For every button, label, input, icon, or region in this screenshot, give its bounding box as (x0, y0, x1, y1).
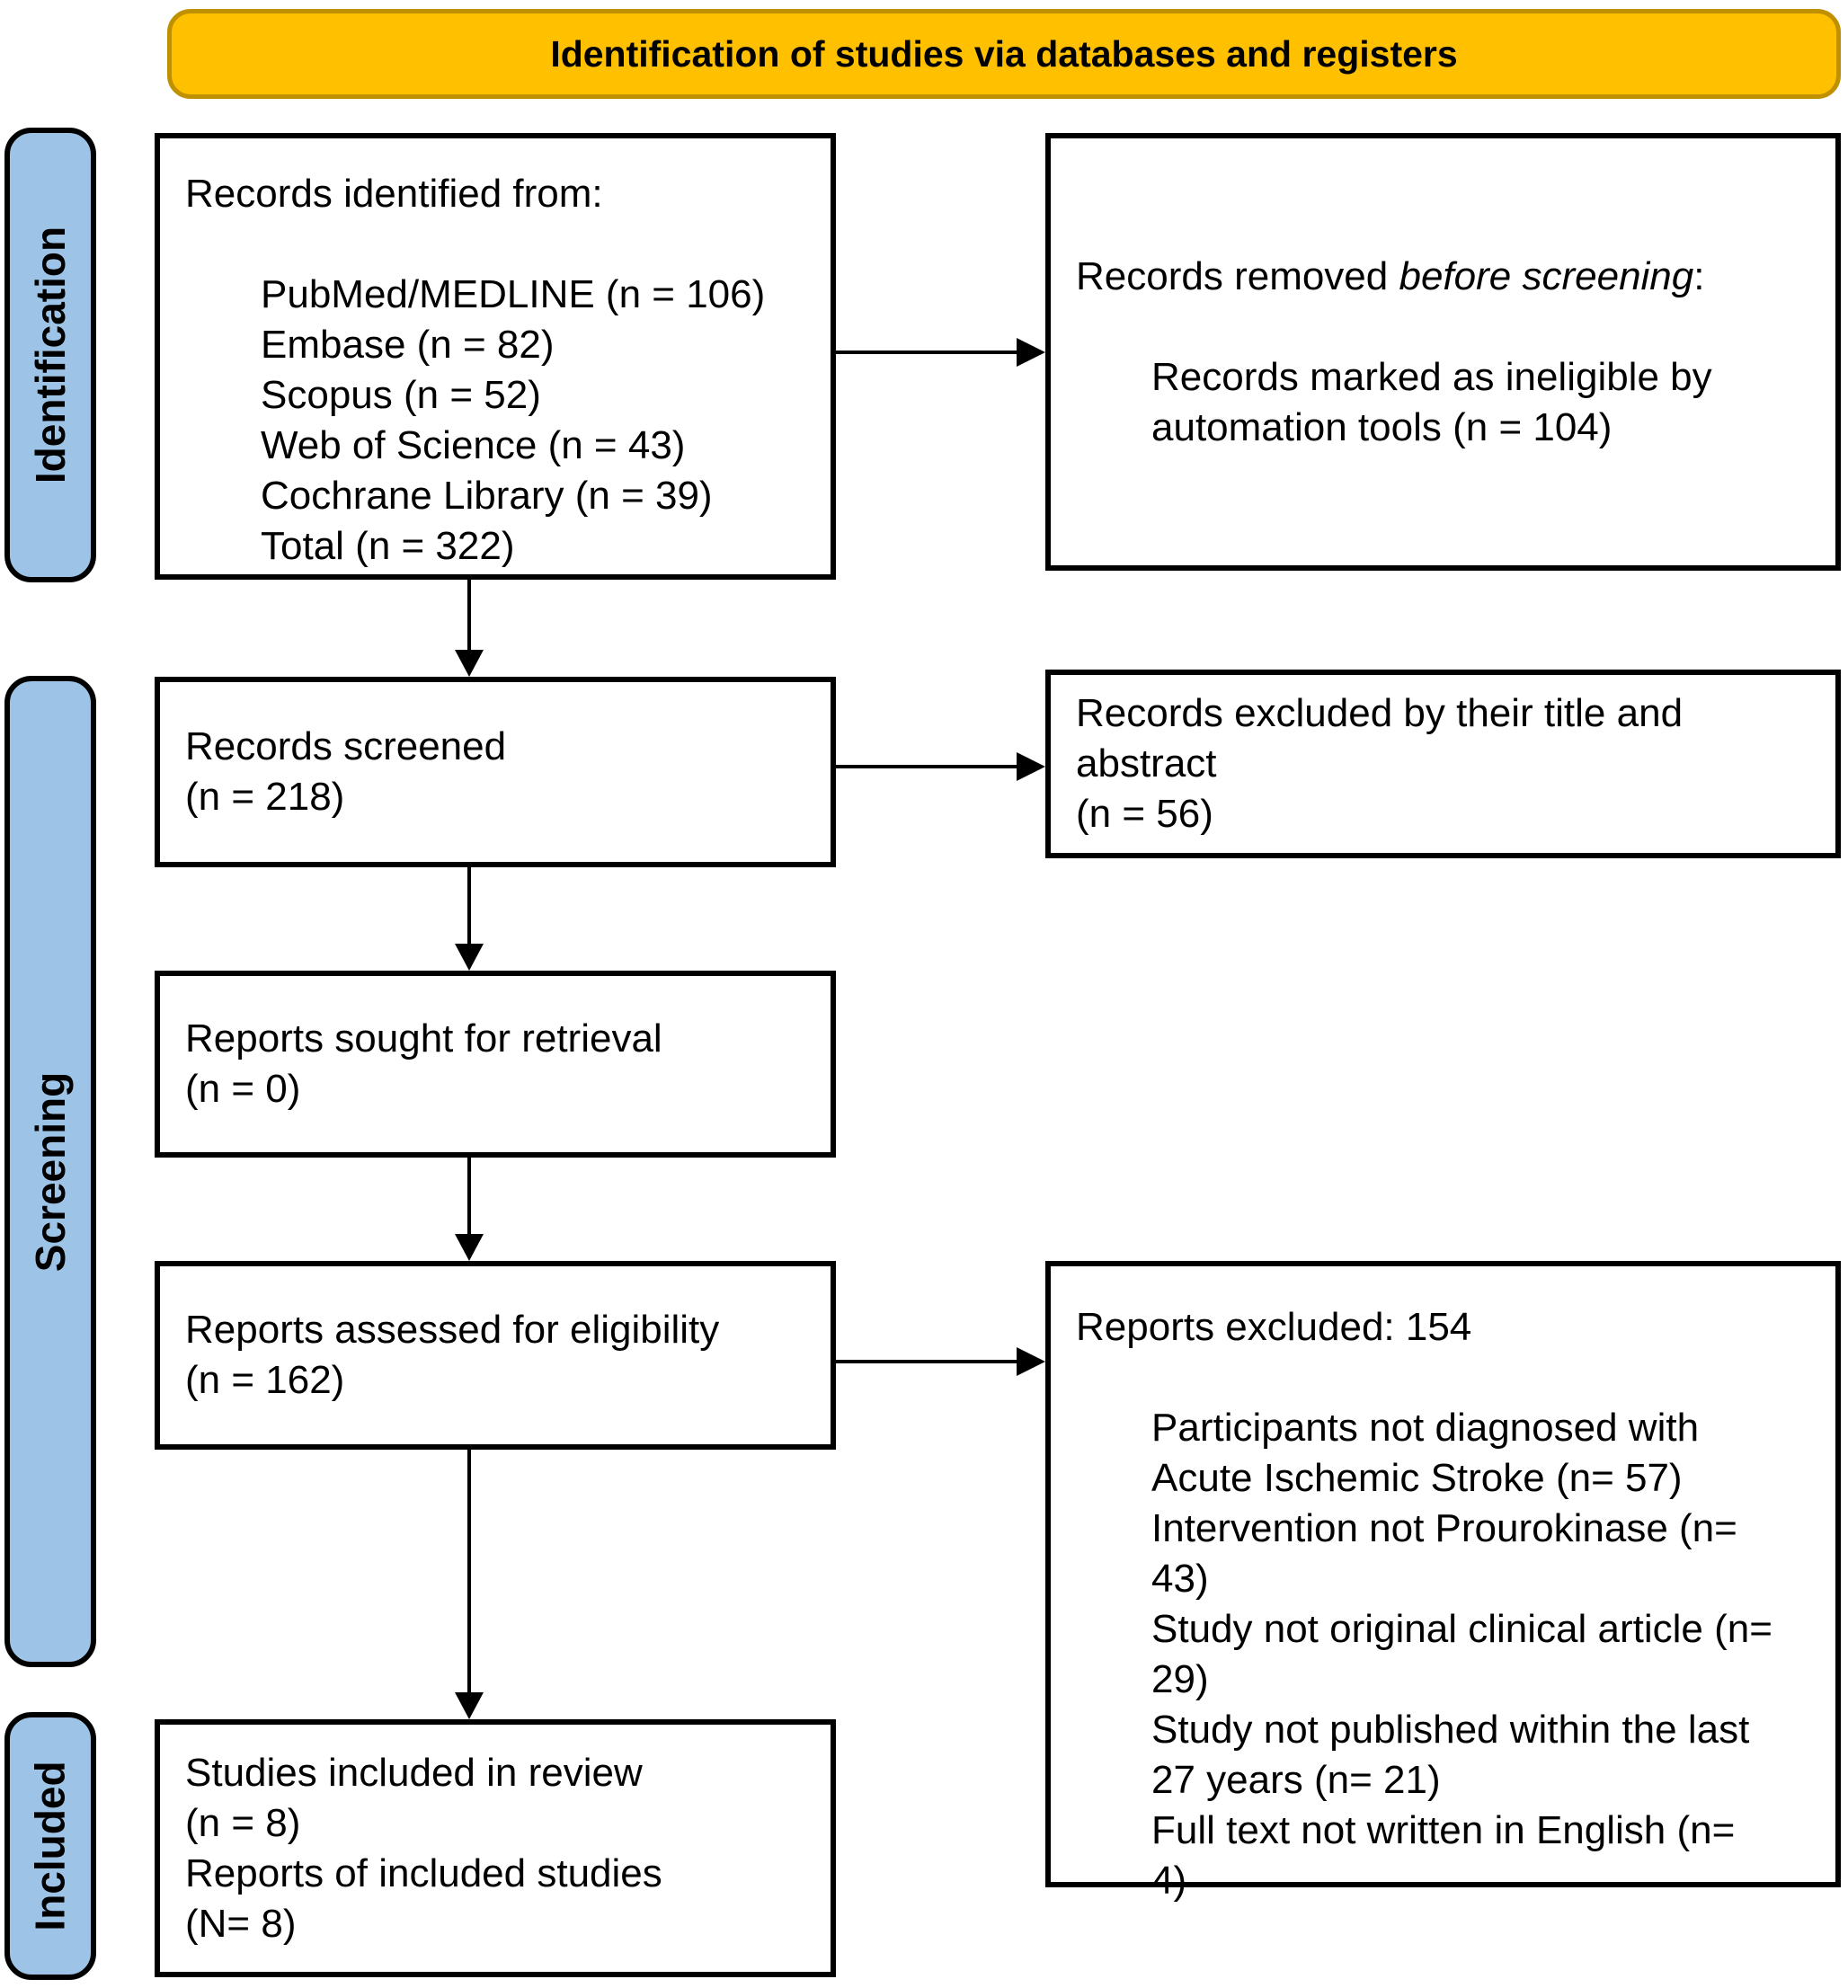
blank-line (1076, 1353, 1817, 1403)
stage-label-identification: Identification (27, 226, 75, 484)
excluded-reason-language: Full text not written in English (n= 4) (1151, 1808, 1736, 1903)
records-removed-intro-emphasis: before screening (1399, 253, 1694, 298)
source-cochrane: Cochrane Library (n = 39) (261, 474, 713, 518)
arrowhead-screened-to-sought (455, 944, 484, 971)
records-screened-count: (n = 218) (185, 775, 345, 819)
records-removed-intro-prefix: Records removed (1076, 253, 1399, 298)
arrow-line-identified-to-removed (836, 351, 1018, 354)
arrowhead-assessed-to-included (455, 1692, 484, 1719)
arrowhead-identified-to-removed (1017, 338, 1045, 367)
removed-reason-automation: Records marked as ineligible by automation tools (n = 104) (1151, 354, 1712, 449)
excluded-reason-publish-date: Study not published within the last 27 years (n= 21) (1151, 1708, 1750, 1802)
box-reports-excluded (1045, 1261, 1841, 1903)
records-excluded-count: (n = 56) (1076, 792, 1213, 836)
stage-label-included: Included (27, 1761, 74, 1931)
reports-sought-label: Reports sought for retrieval (185, 1016, 662, 1061)
reports-assessed-label: Reports assessed for eligibility (185, 1308, 720, 1352)
blank-line (1076, 302, 1817, 352)
source-total: Total (n = 322) (261, 524, 515, 568)
records-excluded-label: Records excluded by their title and abstract (1076, 691, 1684, 785)
records-removed-intro-suffix: : (1693, 253, 1705, 298)
excluded-reason-participants: Participants not diagnosed with Acute Ischemic Stroke (n= 57) (1151, 1406, 1700, 1500)
reports-excluded-heading: Reports excluded: 154 (1076, 1305, 1472, 1349)
stage-bar-screening (4, 676, 96, 1667)
source-embase: Embase (n = 82) (261, 323, 555, 367)
included-line-2: (n = 8) (185, 1800, 301, 1845)
excluded-reason-study-type: Study not original clinical article (n= 29) (1151, 1607, 1772, 1701)
reports-assessed-count: (n = 162) (185, 1358, 345, 1402)
arrowhead-assessed-to-excluded (1017, 1347, 1045, 1376)
arrow-line-assessed-to-excluded (836, 1360, 1018, 1363)
records-removed-intro (1076, 252, 1817, 302)
box-records-identified (155, 133, 836, 580)
included-line-1: Studies included in review (185, 1750, 643, 1795)
included-line-3: Reports of included studies (185, 1850, 662, 1895)
arrow-line-sought-to-assessed (467, 1158, 471, 1236)
arrowhead-sought-to-assessed (455, 1234, 484, 1261)
included-line-4: (N= 8) (185, 1901, 297, 1946)
header-title: Identification of studies via databases and registers (550, 32, 1458, 75)
records-screened-label: Records screened (185, 724, 507, 768)
records-identified-intro: Records identified from: (185, 172, 603, 216)
reports-sought-count: (n = 0) (185, 1067, 301, 1111)
source-scopus: Scopus (n = 52) (261, 373, 541, 417)
box-records-excluded-title-abstract (1045, 670, 1841, 858)
arrow-line-screened-to-sought (467, 867, 471, 945)
box-studies-included (155, 1719, 836, 1977)
source-wos: Web of Science (n = 43) (261, 423, 686, 467)
blank-line (185, 219, 813, 270)
arrow-line-screened-to-excluded (836, 765, 1018, 768)
stage-label-screening: Screening (27, 1071, 75, 1272)
arrow-line-identified-to-screened (467, 580, 471, 652)
source-pubmed: PubMed/MEDLINE (n = 106) (261, 272, 766, 316)
header-banner (167, 9, 1841, 99)
stage-bar-included (4, 1712, 96, 1980)
excluded-reason-intervention: Intervention not Prourokinase (n= 43) (1151, 1506, 1737, 1601)
arrow-line-assessed-to-included (467, 1450, 471, 1694)
box-records-removed (1045, 133, 1841, 571)
box-reports-assessed (155, 1261, 836, 1450)
box-reports-sought (155, 971, 836, 1158)
arrowhead-identified-to-screened (455, 650, 484, 677)
stage-bar-identification (4, 128, 96, 582)
box-records-screened (155, 677, 836, 867)
arrowhead-screened-to-excluded (1017, 752, 1045, 781)
